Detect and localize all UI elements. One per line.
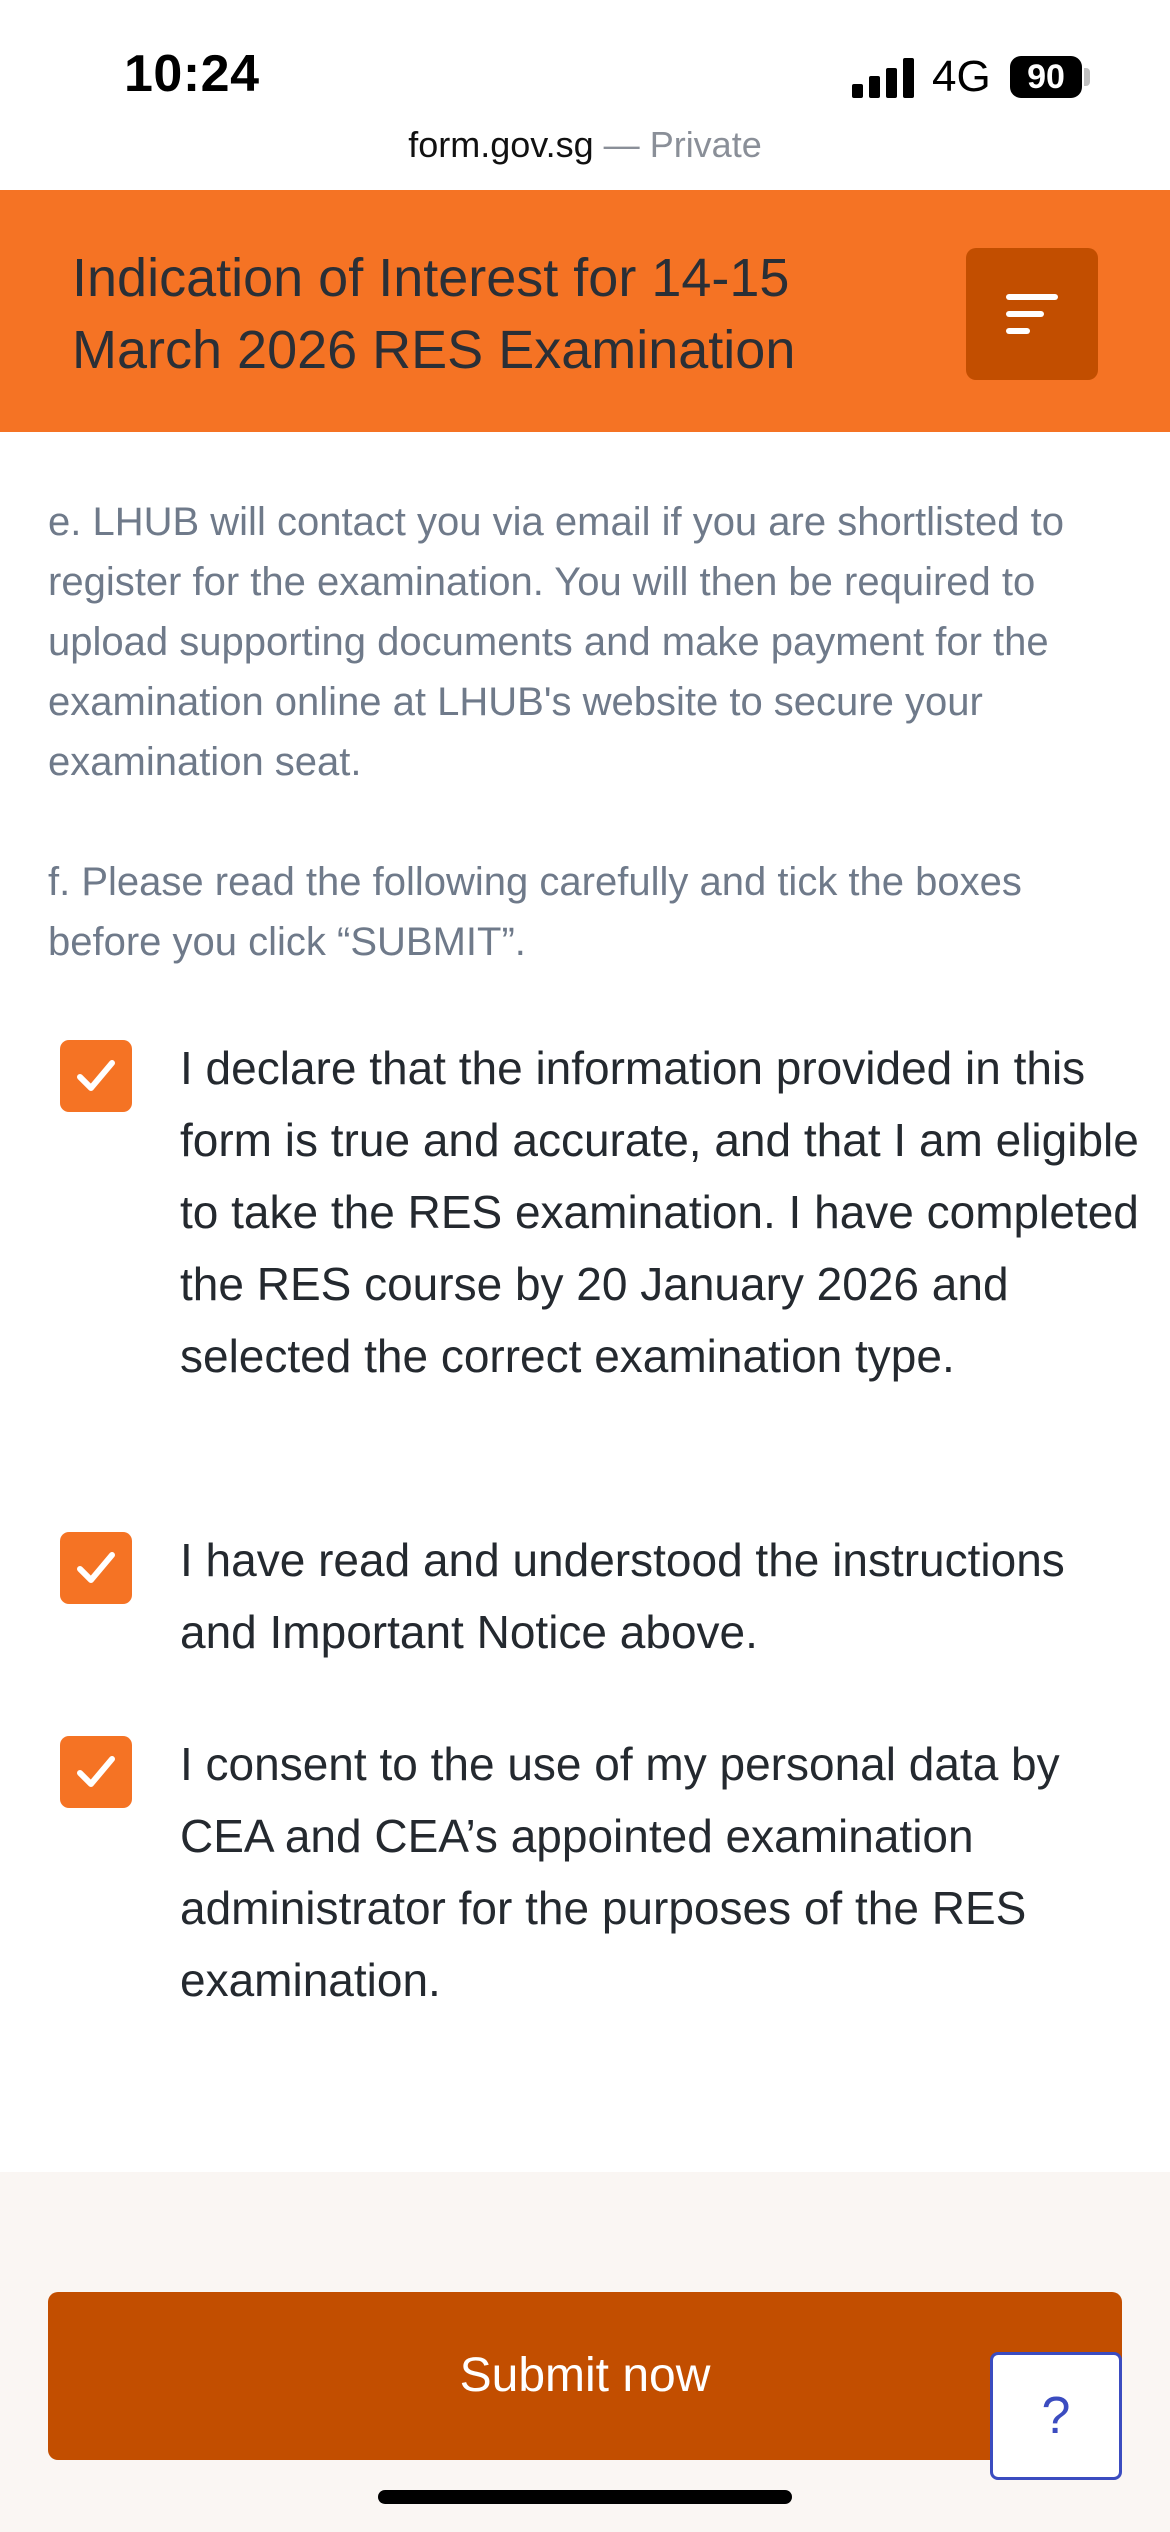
checkmark-icon <box>74 1750 118 1794</box>
battery-level: 90 <box>1027 58 1065 96</box>
status-bar <box>0 0 1170 190</box>
battery-icon <box>1010 56 1082 98</box>
consent-checkbox[interactable] <box>60 1736 132 1808</box>
instruction-e: e. LHUB will contact you via email if you are shortlisted to register for the examination. You will then be required to upload supporting documents and make payment for the examination online at LHUB's website to secure your examination seat. <box>48 500 1064 784</box>
submit-label: Submit now <box>459 2349 711 2402</box>
understood-checkbox[interactable] <box>60 1532 132 1604</box>
checkmark-icon <box>74 1054 118 1098</box>
understood-label: I have read and understood the instructions and Important Notice above. <box>180 1534 1065 1658</box>
menu-button[interactable] <box>966 248 1098 380</box>
battery-nub <box>1084 68 1090 86</box>
help-question-icon: ? <box>1041 2387 1071 2445</box>
url-domain: form.gov.sg <box>408 124 594 165</box>
help-button[interactable] <box>990 2352 1122 2480</box>
instruction-f: f. Please read the following carefully and tick the boxes before you click “SUBMIT”. <box>48 860 1022 964</box>
status-time: 10:24 <box>124 45 260 103</box>
submit-button[interactable] <box>48 2292 1122 2460</box>
home-indicator[interactable] <box>378 2490 792 2504</box>
url-separator: — <box>603 124 640 165</box>
form-header <box>0 190 1170 432</box>
browser-url[interactable] <box>0 124 1170 166</box>
consent-label: I consent to the use of my personal data by CEA and CEA’s appointed examination administrator for the purposes of the RES examination. <box>180 1738 1060 2006</box>
checkmark-icon <box>74 1546 118 1590</box>
declaration-label: I declare that the information provided in this form is true and accurate, and that I am eligible to take the RES examination. I have completed the RES course by 20 January 2026 and selected the correct examination type. <box>180 1042 1139 1382</box>
network-type: 4G <box>932 52 991 101</box>
form-title: Indication of Interest for 14-15 March 2026 RES Examination <box>72 248 796 380</box>
browsing-mode: Private <box>649 124 762 165</box>
hamburger-menu-icon <box>1006 294 1058 334</box>
declaration-checkbox[interactable] <box>60 1040 132 1112</box>
cellular-signal-icon <box>852 58 916 98</box>
